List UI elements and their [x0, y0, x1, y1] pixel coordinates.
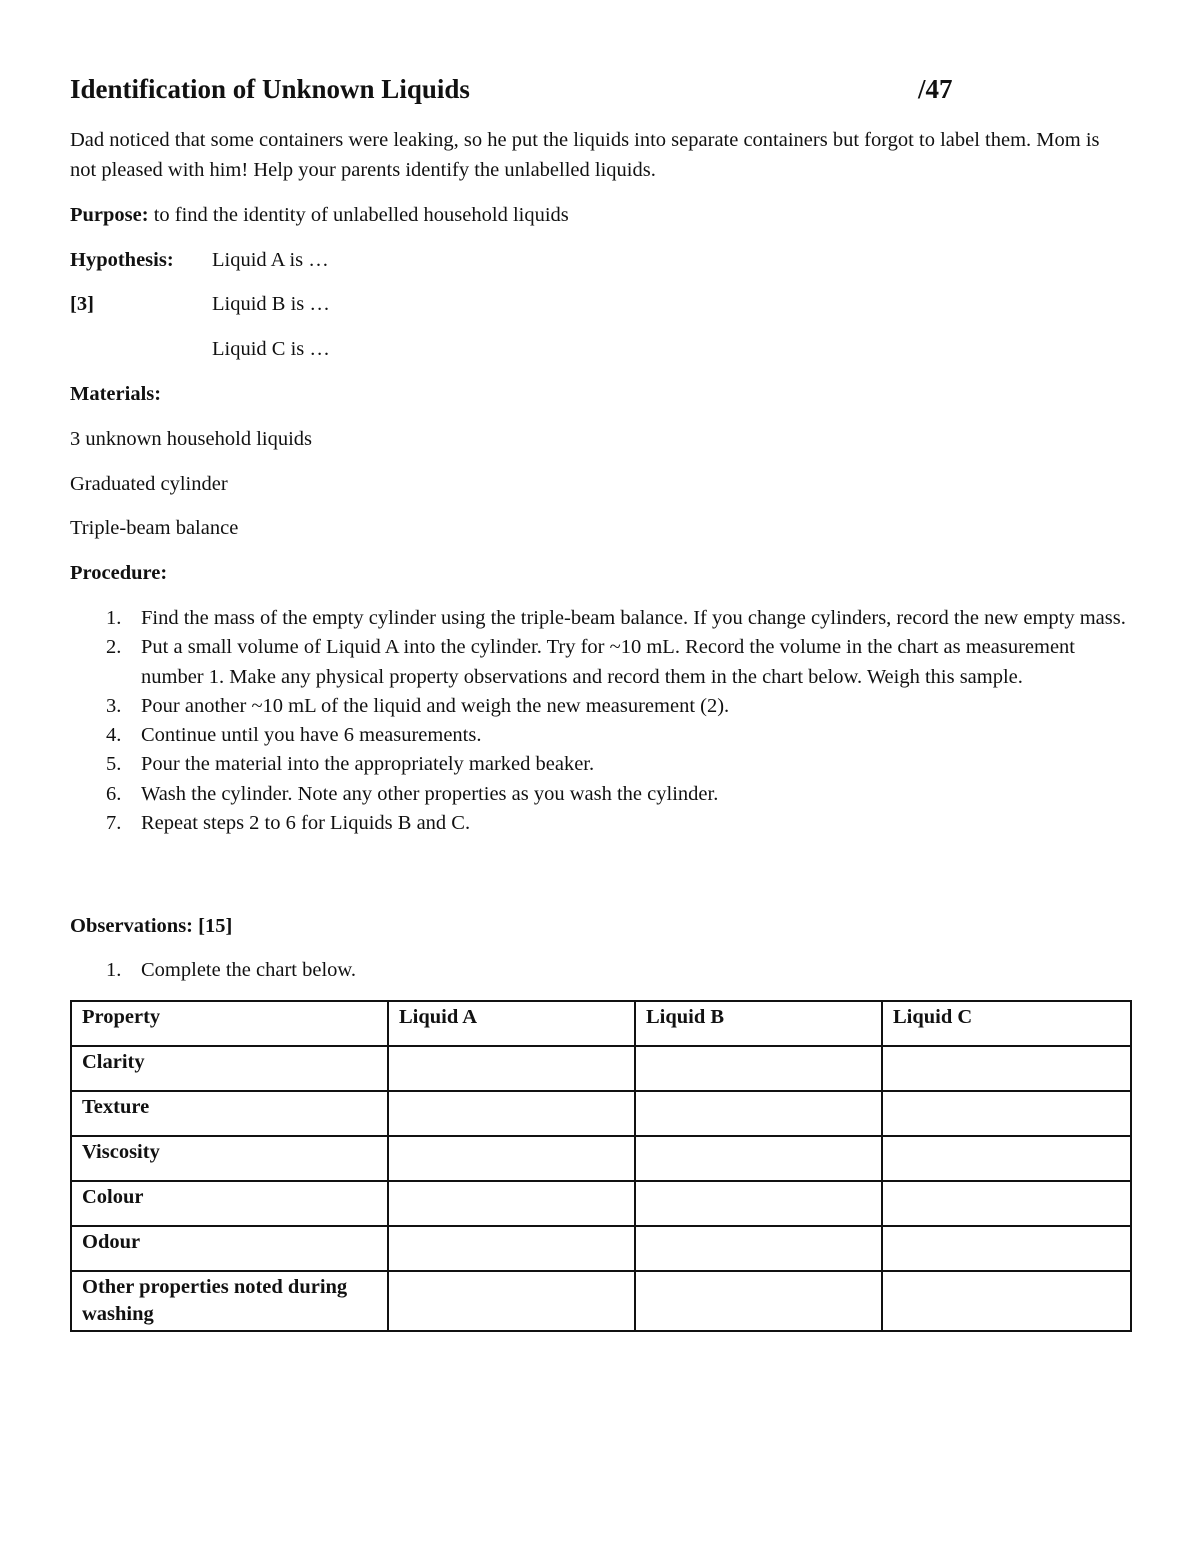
- cell-liquid-c[interactable]: [882, 1181, 1131, 1226]
- cell-liquid-c[interactable]: [882, 1271, 1131, 1331]
- cell-liquid-b[interactable]: [635, 1136, 882, 1181]
- hypothesis-marks: [3]: [70, 293, 94, 315]
- table-row: [71, 1271, 1131, 1331]
- hypothesis-line-c: Liquid C is …: [212, 338, 330, 360]
- observations-item-text: Complete the chart below.: [141, 959, 356, 981]
- procedure-step: 5. Pour the material into the appropriately marked beaker.: [106, 753, 595, 776]
- cell-liquid-c[interactable]: [882, 1091, 1131, 1136]
- hypothesis-line-a: Liquid A is …: [212, 249, 329, 271]
- observations-item-number: 1.: [106, 959, 122, 981]
- cell-liquid-c[interactable]: [882, 1136, 1131, 1181]
- table-row: [71, 1181, 1131, 1226]
- cell-liquid-c[interactable]: [882, 1046, 1131, 1091]
- cell-liquid-a[interactable]: [388, 1136, 635, 1181]
- purpose-text: to find the identity of unlabelled household liquids: [153, 204, 569, 226]
- row-label-viscosity: Viscosity: [71, 1136, 388, 1181]
- total-score: /47: [918, 74, 953, 104]
- observations-label: Observations: [15]: [70, 915, 233, 937]
- procedure-steps: [70, 604, 1130, 838]
- purpose-line: [70, 202, 569, 228]
- chart-header-row: [71, 1001, 1131, 1046]
- procedure-step: 4. Continue until you have 6 measurements.: [106, 724, 482, 747]
- procedure-step: 1. Find the mass of the empty cylinder using the triple-beam balance. If you change cylinders, record the new empty mass.: [106, 607, 1126, 629]
- cell-liquid-c[interactable]: [882, 1226, 1131, 1271]
- row-label-clarity: Clarity: [71, 1046, 388, 1091]
- cell-liquid-b[interactable]: [635, 1091, 882, 1136]
- header-liquid-c: Liquid C: [882, 1001, 1131, 1046]
- table-row: [71, 1046, 1131, 1091]
- procedure-step: 3. Pour another ~10 mL of the liquid and weigh the new measurement (2).: [106, 694, 730, 717]
- cell-liquid-b[interactable]: [635, 1046, 882, 1091]
- row-label-other-properties: Other properties noted during washing: [71, 1271, 388, 1331]
- header-liquid-b: Liquid B: [635, 1001, 882, 1046]
- materials-item: 3 unknown household liquids: [70, 428, 313, 450]
- procedure-label: Procedure:: [70, 562, 168, 584]
- cell-liquid-b[interactable]: [635, 1226, 882, 1271]
- intro-paragraph: Dad noticed that some containers were leaking, so he put the liquids into separate containers but forgot to label them. Mom is not pleased with him! Help your parents identify the unlabelled liquids.: [70, 129, 1100, 181]
- observations-chart: [70, 1000, 1132, 1332]
- hypothesis-line-b: Liquid B is …: [212, 293, 330, 315]
- table-row: [71, 1091, 1131, 1136]
- page-title: Identification of Unknown Liquids: [70, 74, 470, 104]
- cell-liquid-a[interactable]: [388, 1226, 635, 1271]
- table-row: [71, 1136, 1131, 1181]
- title-row: [70, 74, 1130, 110]
- procedure-step: 6. Wash the cylinder. Note any other properties as you wash the cylinder.: [106, 782, 719, 805]
- header-liquid-a: Liquid A: [388, 1001, 635, 1046]
- materials-label: Materials:: [70, 383, 162, 405]
- row-label-texture: Texture: [71, 1091, 388, 1136]
- hypothesis-label: Hypothesis:: [70, 249, 174, 271]
- row-label-odour: Odour: [71, 1226, 388, 1271]
- cell-liquid-b[interactable]: [635, 1271, 882, 1331]
- row-label-colour: Colour: [71, 1181, 388, 1226]
- cell-liquid-b[interactable]: [635, 1181, 882, 1226]
- table-row: [71, 1226, 1131, 1271]
- cell-liquid-a[interactable]: [388, 1181, 635, 1226]
- cell-liquid-a[interactable]: [388, 1091, 635, 1136]
- procedure-step: 2. Put a small volume of Liquid A into the cylinder. Try for ~10 mL. Record the volume in the chart as measurement number 1. Make any physical property observations and record them in the chart below. Weigh this sample.: [106, 636, 1076, 688]
- materials-item: Graduated cylinder: [70, 473, 228, 495]
- header-property: Property: [71, 1001, 388, 1046]
- materials-item: Triple-beam balance: [70, 517, 239, 539]
- cell-liquid-a[interactable]: [388, 1046, 635, 1091]
- cell-liquid-a[interactable]: [388, 1271, 635, 1331]
- purpose-label: Purpose:: [70, 204, 149, 226]
- procedure-step: 7. Repeat steps 2 to 6 for Liquids B and C.: [106, 812, 471, 835]
